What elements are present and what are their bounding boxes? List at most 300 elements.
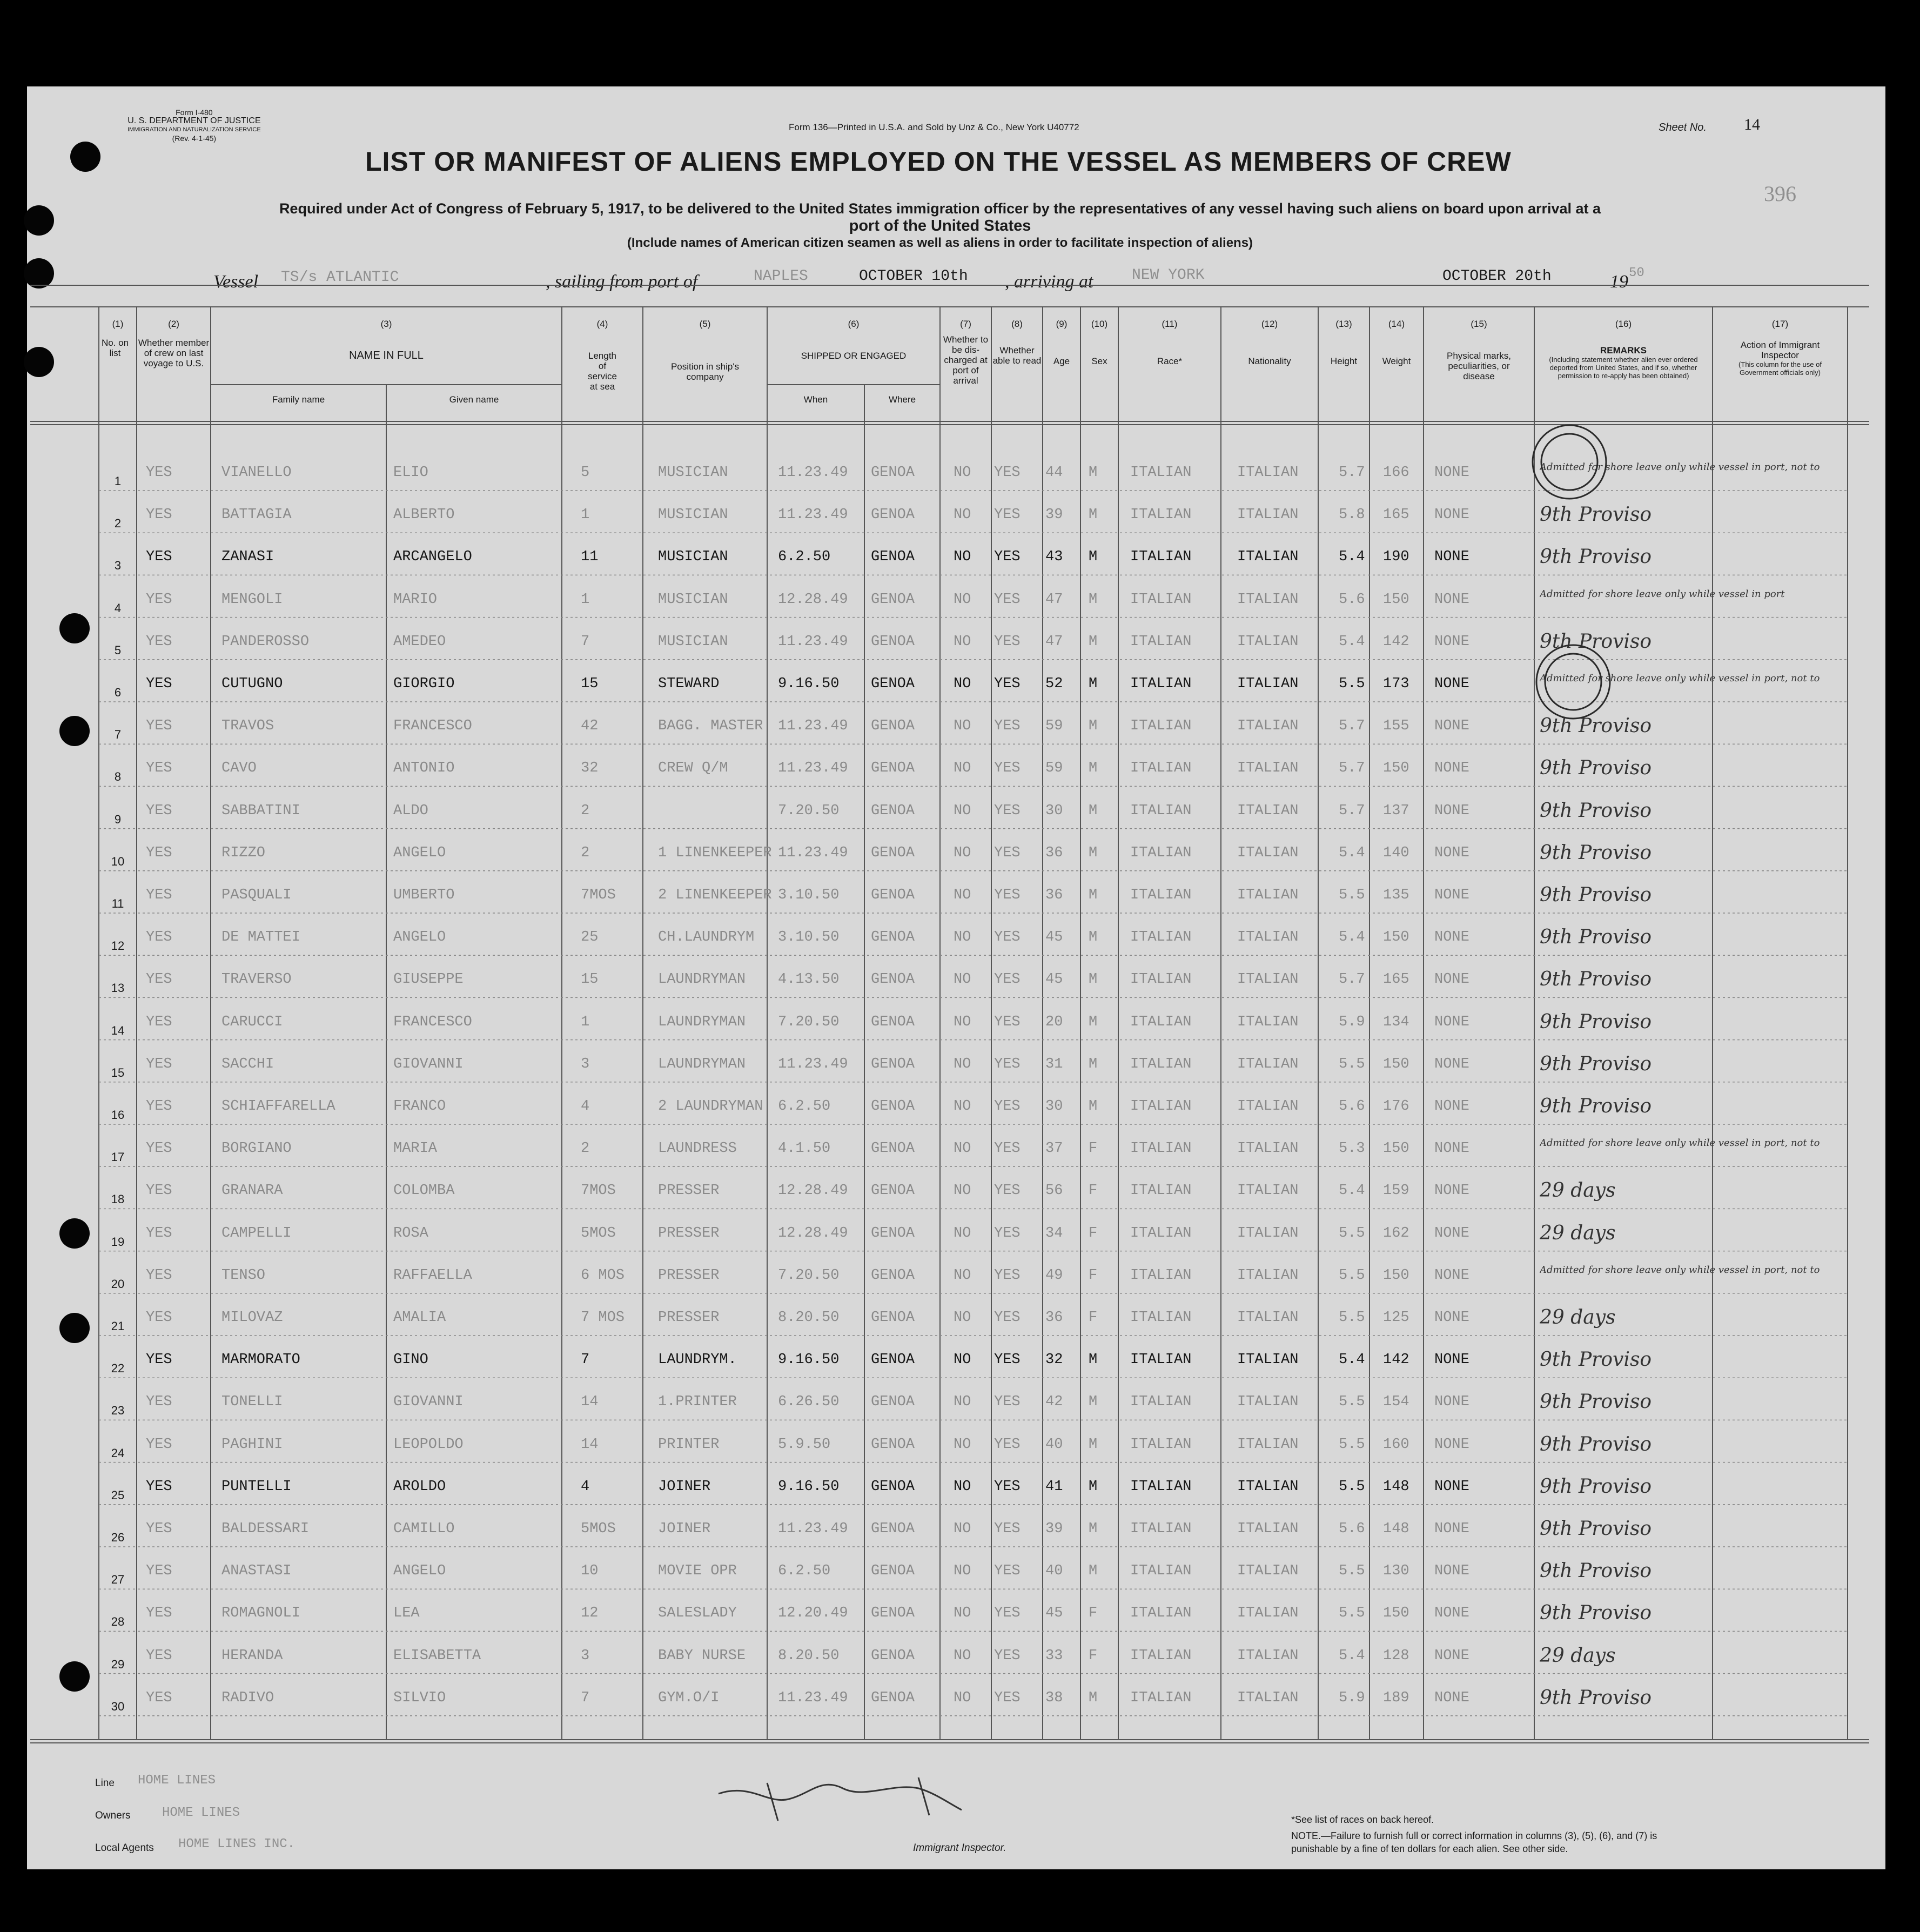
read-cell: YES — [994, 1141, 1021, 1157]
race-cell: ITALIAN — [1130, 1563, 1192, 1580]
height-cell: 5.7 — [1339, 465, 1365, 481]
age-cell: 36 — [1045, 1310, 1063, 1326]
age-cell: 33 — [1045, 1647, 1063, 1664]
position-cell: CH.LAUNDRYM — [658, 929, 755, 946]
nationality-cell: ITALIAN — [1237, 1310, 1299, 1326]
remark-cell: Admitted for shore leave only while vessel in port, not to — [1540, 1137, 1820, 1149]
position-cell: GYM.O/I — [658, 1689, 720, 1706]
discharge-cell: NO — [954, 549, 971, 566]
height-cell: 5.5 — [1339, 1478, 1365, 1495]
given-name-cell: ELISABETTA — [393, 1647, 481, 1664]
when-cell: 11.23.49 — [778, 760, 848, 777]
given-name-cell: LEOPOLDO — [393, 1436, 464, 1453]
age-cell: 36 — [1045, 844, 1063, 861]
age-cell: 34 — [1045, 1225, 1063, 1242]
given-name-cell: ELIO — [393, 465, 428, 481]
where-cell: GENOA — [871, 1647, 915, 1664]
crew-cell: YES — [146, 1014, 172, 1030]
remark-cell: 9th Proviso — [1540, 926, 1652, 949]
sheet-label: Sheet No. — [1659, 122, 1707, 133]
position-cell: MUSICIAN — [658, 465, 728, 481]
given-name-cell: LEA — [393, 1605, 420, 1622]
weight-cell: 176 — [1383, 1098, 1409, 1115]
remark-cell: 9th Proviso — [1540, 715, 1652, 737]
when-cell: 3.10.50 — [778, 887, 840, 903]
page-title: LIST OR MANIFEST OF ALIENS EMPLOYED ON THE VESSEL AS MEMBERS OF CREW — [365, 146, 1512, 177]
where-cell: GENOA — [871, 1183, 915, 1199]
port-to: NEW YORK — [1132, 267, 1205, 284]
race-cell: ITALIAN — [1130, 1352, 1192, 1369]
where-cell: GENOA — [871, 1521, 915, 1537]
weight-cell: 134 — [1383, 1014, 1409, 1030]
height-cell: 5.4 — [1339, 633, 1365, 650]
race-cell: ITALIAN — [1130, 633, 1192, 650]
length-cell: 1 — [581, 591, 590, 608]
given-name-cell: ANGELO — [393, 929, 446, 946]
read-cell: YES — [994, 802, 1021, 819]
penalty-note: NOTE.—Failure to furnish full or correct information in columns (3), (5), (6), and (7) is punishable by a fine of ten dollars for each alien. See other side. — [1291, 1830, 1657, 1854]
age-cell: 39 — [1045, 507, 1063, 524]
remark-cell: 9th Proviso — [1540, 799, 1652, 822]
discharge-cell: NO — [954, 465, 971, 481]
age-cell: 41 — [1045, 1478, 1063, 1495]
position-cell: 1 LINENKEEPER — [658, 844, 772, 861]
row-number: 19 — [111, 1235, 125, 1249]
position-cell: PRESSER — [658, 1183, 720, 1199]
crew-cell: YES — [146, 929, 172, 946]
race-cell: ITALIAN — [1130, 507, 1192, 524]
age-cell: 44 — [1045, 465, 1063, 481]
race-cell: ITALIAN — [1130, 1141, 1192, 1157]
length-cell: 4 — [581, 1098, 590, 1115]
discharge-cell: NO — [954, 760, 971, 777]
marks-cell: NONE — [1434, 1352, 1469, 1369]
weight-cell: 162 — [1383, 1225, 1409, 1242]
nationality-cell: ITALIAN — [1237, 1478, 1299, 1495]
remark-cell: 29 days — [1540, 1306, 1616, 1329]
nationality-cell: ITALIAN — [1237, 633, 1299, 650]
remark-cell: 29 days — [1540, 1644, 1616, 1667]
read-cell: YES — [994, 760, 1021, 777]
marks-cell: NONE — [1434, 1141, 1469, 1157]
discharge-cell: NO — [954, 1478, 971, 1495]
discharge-cell: NO — [954, 676, 971, 692]
weight-cell: 190 — [1383, 549, 1409, 566]
marks-cell: NONE — [1434, 507, 1469, 524]
marks-cell: NONE — [1434, 1563, 1469, 1580]
marks-cell: NONE — [1434, 1394, 1469, 1411]
col-remarks-header: (16) REMARKS (Including statement whether alien ever ordered deported from United States, and if so, whether permission to re-apply has been obtained) — [1549, 319, 1698, 380]
position-cell: BABY NURSE — [658, 1647, 746, 1664]
length-cell: 7MOS — [581, 1183, 616, 1199]
height-cell: 5.5 — [1339, 887, 1365, 903]
family-name-cell: SABBATINI — [221, 802, 300, 819]
height-cell: 5.7 — [1339, 802, 1365, 819]
length-cell: 3 — [581, 1647, 590, 1664]
row-number: 26 — [111, 1531, 125, 1544]
read-cell: YES — [994, 465, 1021, 481]
weight-cell: 160 — [1383, 1436, 1409, 1453]
height-cell: 5.5 — [1339, 1056, 1365, 1072]
printer-line: Form 136—Printed in U.S.A. and Sold by Unz & Co., New York U40772 — [789, 122, 1079, 132]
where-cell: GENOA — [871, 760, 915, 777]
race-cell: ITALIAN — [1130, 1183, 1192, 1199]
crew-cell: YES — [146, 1605, 172, 1622]
discharge-cell: NO — [954, 802, 971, 819]
length-cell: 5MOS — [581, 1225, 616, 1242]
age-cell: 40 — [1045, 1563, 1063, 1580]
race-cell: ITALIAN — [1130, 1394, 1192, 1411]
vessel-name: TS/s ATLANTIC — [281, 269, 399, 286]
row-number: 2 — [114, 516, 122, 531]
sex-cell: M — [1089, 1098, 1098, 1115]
height-cell: 5.7 — [1339, 971, 1365, 988]
row-number: 30 — [111, 1699, 125, 1713]
discharge-cell: NO — [954, 1310, 971, 1326]
given-name-header: Given name — [449, 394, 499, 405]
discharge-cell: NO — [954, 971, 971, 988]
race-cell: ITALIAN — [1130, 1014, 1192, 1030]
marks-cell: NONE — [1434, 633, 1469, 650]
when-header: When — [803, 394, 828, 405]
length-cell: 25 — [581, 929, 599, 946]
crew-cell: YES — [146, 1352, 172, 1369]
row-number: 15 — [111, 1065, 125, 1079]
position-cell: 2 LAUNDRYMAN — [658, 1098, 763, 1115]
height-cell: 5.5 — [1339, 1310, 1365, 1326]
remark-cell: 9th Proviso — [1540, 841, 1652, 864]
when-cell: 7.20.50 — [778, 802, 840, 819]
position-cell: MUSICIAN — [658, 633, 728, 650]
discharge-cell: NO — [954, 929, 971, 946]
sex-cell: M — [1089, 1056, 1098, 1072]
height-cell: 5.4 — [1339, 1183, 1365, 1199]
age-cell: 39 — [1045, 1521, 1063, 1537]
where-cell: GENOA — [871, 1605, 915, 1622]
given-name-cell: UMBERTO — [393, 887, 455, 903]
age-cell: 59 — [1045, 718, 1063, 735]
length-cell: 42 — [581, 718, 599, 735]
nationality-cell: ITALIAN — [1237, 1605, 1299, 1622]
row-number: 23 — [111, 1404, 125, 1418]
crew-cell: YES — [146, 1436, 172, 1453]
weight-cell: 189 — [1383, 1689, 1409, 1706]
col-action-header: (17) Action of Immigrant Inspector (This column for the use of Government officials only) — [1738, 319, 1822, 377]
nationality-cell: ITALIAN — [1237, 1436, 1299, 1453]
position-cell: STEWARD — [658, 676, 720, 692]
crew-cell: YES — [146, 760, 172, 777]
where-cell: GENOA — [871, 1056, 915, 1072]
where-cell: GENOA — [871, 1394, 915, 1411]
marks-cell: NONE — [1434, 1310, 1469, 1326]
family-name-cell: CARUCCI — [221, 1014, 283, 1030]
where-cell: GENOA — [871, 1563, 915, 1580]
remark-cell: Admitted for shore leave only while vessel in port — [1540, 588, 1785, 600]
remark-cell: Admitted for shore leave only while vessel in port, not to — [1540, 461, 1820, 473]
weight-cell: 130 — [1383, 1563, 1409, 1580]
row-number: 27 — [111, 1573, 125, 1587]
when-cell: 11.23.49 — [778, 1689, 848, 1706]
row-number: 5 — [114, 643, 122, 657]
sex-cell: M — [1089, 1436, 1098, 1453]
port-from: NAPLES — [754, 268, 808, 285]
col-sex-header: (10) Sex — [1091, 319, 1108, 366]
age-cell: 36 — [1045, 887, 1063, 903]
row-number: 20 — [111, 1277, 125, 1291]
age-cell: 43 — [1045, 549, 1063, 566]
read-cell: YES — [994, 633, 1021, 650]
discharge-cell: NO — [954, 1098, 971, 1115]
weight-cell: 128 — [1383, 1647, 1409, 1664]
marks-cell: NONE — [1434, 465, 1469, 481]
col-weight-header: (14) Weight — [1382, 319, 1411, 366]
discharge-cell: NO — [954, 1352, 971, 1369]
row-number: 21 — [111, 1319, 125, 1333]
read-cell: YES — [994, 591, 1021, 608]
sex-cell: M — [1089, 929, 1098, 946]
given-name-cell: ALBERTO — [393, 507, 455, 524]
height-cell: 5.6 — [1339, 1098, 1365, 1115]
where-cell: GENOA — [871, 549, 915, 566]
date-from: OCTOBER 10th — [859, 268, 968, 285]
position-cell: CREW Q/M — [658, 760, 728, 777]
age-cell: 32 — [1045, 1352, 1063, 1369]
sex-cell: F — [1089, 1141, 1098, 1157]
race-cell: ITALIAN — [1130, 971, 1192, 988]
when-cell: 4.1.50 — [778, 1141, 831, 1157]
marks-cell: NONE — [1434, 676, 1469, 692]
read-cell: YES — [994, 971, 1021, 988]
row-number: 10 — [111, 854, 125, 868]
read-cell: YES — [994, 507, 1021, 524]
given-name-cell: ROSA — [393, 1225, 428, 1242]
given-name-cell: AMALIA — [393, 1310, 446, 1326]
race-cell: ITALIAN — [1130, 1478, 1192, 1495]
length-cell: 32 — [581, 760, 599, 777]
row-number: 9 — [114, 812, 122, 826]
when-cell: 11.23.49 — [778, 718, 848, 735]
remark-cell: 9th Proviso — [1540, 1433, 1652, 1455]
height-cell: 5.5 — [1339, 1436, 1365, 1453]
where-cell: GENOA — [871, 1225, 915, 1242]
nationality-cell: ITALIAN — [1237, 1352, 1299, 1369]
sex-cell: F — [1089, 1310, 1098, 1326]
line-label: Line — [95, 1777, 115, 1789]
department: U. S. DEPARTMENT OF JUSTICE — [127, 116, 261, 125]
crew-cell: YES — [146, 1310, 172, 1326]
height-cell: 5.9 — [1339, 1014, 1365, 1030]
given-name-cell: FRANCESCO — [393, 1014, 472, 1030]
service: IMMIGRATION AND NATURALIZATION SERVICE — [127, 126, 261, 133]
when-cell: 7.20.50 — [778, 1267, 840, 1284]
family-name-cell: SCHIAFFARELLA — [221, 1098, 335, 1115]
position-cell: JOINER — [658, 1521, 711, 1537]
when-cell: 11.23.49 — [778, 507, 848, 524]
row-number: 6 — [114, 686, 122, 699]
nationality-cell: ITALIAN — [1237, 1689, 1299, 1706]
where-cell: GENOA — [871, 718, 915, 735]
crew-cell: YES — [146, 1056, 172, 1072]
crew-cell: YES — [146, 1563, 172, 1580]
remark-cell: 9th Proviso — [1540, 1602, 1652, 1625]
sex-cell: M — [1089, 507, 1098, 524]
marks-cell: NONE — [1434, 844, 1469, 861]
marks-cell: NONE — [1434, 1689, 1469, 1706]
where-cell: GENOA — [871, 971, 915, 988]
where-cell: GENOA — [871, 633, 915, 650]
family-name-cell: BALDESSARI — [221, 1521, 310, 1537]
height-cell: 5.5 — [1339, 1605, 1365, 1622]
weight-cell: 125 — [1383, 1310, 1409, 1326]
family-name-cell: TRAVOS — [221, 718, 274, 735]
marks-cell: NONE — [1434, 760, 1469, 777]
given-name-cell: SILVIO — [393, 1689, 446, 1706]
position-cell: LAUNDRYM. — [658, 1352, 737, 1369]
nationality-cell: ITALIAN — [1237, 1521, 1299, 1537]
discharge-cell: NO — [954, 1394, 971, 1411]
when-cell: 6.2.50 — [778, 549, 831, 566]
remark-cell: 9th Proviso — [1540, 1391, 1652, 1413]
when-cell: 9.16.50 — [778, 1352, 840, 1369]
where-cell: GENOA — [871, 1689, 915, 1706]
race-cell: ITALIAN — [1130, 1267, 1192, 1284]
age-cell: 37 — [1045, 1141, 1063, 1157]
marks-cell: NONE — [1434, 1605, 1469, 1622]
given-name-cell: FRANCESCO — [393, 718, 472, 735]
age-cell: 20 — [1045, 1014, 1063, 1030]
discharge-cell: NO — [954, 1183, 971, 1199]
race-cell: ITALIAN — [1130, 887, 1192, 903]
family-name-header: Family name — [272, 394, 325, 405]
given-name-cell: ANGELO — [393, 844, 446, 861]
position-cell: PRESSER — [658, 1310, 720, 1326]
requirement-line-1: Required under Act of Congress of February 5, 1917, to be delivered to the United States immigration officer by the representatives of any vessel having such aliens on board upon arrival at a — [279, 200, 1601, 217]
row-number: 24 — [111, 1446, 125, 1460]
age-cell: 38 — [1045, 1689, 1063, 1706]
discharge-cell: NO — [954, 1225, 971, 1242]
length-cell: 11 — [581, 549, 599, 566]
remark-cell: 9th Proviso — [1540, 546, 1652, 568]
remark-cell: 9th Proviso — [1540, 757, 1652, 780]
weight-cell: 135 — [1383, 887, 1409, 903]
read-cell: YES — [994, 887, 1021, 903]
when-cell: 11.23.49 — [778, 844, 848, 861]
remark-cell: 9th Proviso — [1540, 1518, 1652, 1540]
where-cell: GENOA — [871, 591, 915, 608]
given-name-cell: GIORGIO — [393, 676, 455, 692]
position-cell: LAUNDRYMAN — [658, 1014, 746, 1030]
given-name-cell: CAMILLO — [393, 1521, 455, 1537]
read-cell: YES — [994, 1478, 1021, 1495]
discharge-cell: NO — [954, 1605, 971, 1622]
race-cell: ITALIAN — [1130, 1689, 1192, 1706]
crew-cell: YES — [146, 802, 172, 819]
nationality-cell: ITALIAN — [1237, 1098, 1299, 1115]
family-name-cell: SACCHI — [221, 1056, 274, 1072]
discharge-cell: NO — [954, 844, 971, 861]
family-name-cell: CUTUGNO — [221, 676, 283, 692]
length-cell: 7 MOS — [581, 1310, 625, 1326]
marks-cell: NONE — [1434, 1098, 1469, 1115]
row-number: 7 — [114, 728, 122, 742]
crew-cell: YES — [146, 549, 172, 566]
height-cell: 5.5 — [1339, 1563, 1365, 1580]
crew-cell: YES — [146, 1521, 172, 1537]
nationality-cell: ITALIAN — [1237, 802, 1299, 819]
position-cell: MUSICIAN — [658, 549, 728, 566]
where-cell: GENOA — [871, 929, 915, 946]
when-cell: 12.28.49 — [778, 1225, 848, 1242]
given-name-cell: ANTONIO — [393, 760, 455, 777]
row-number: 13 — [111, 981, 125, 995]
race-cell: ITALIAN — [1130, 844, 1192, 861]
sex-cell: M — [1089, 1478, 1098, 1495]
family-name-cell: MILOVAZ — [221, 1310, 283, 1326]
crew-cell: YES — [146, 676, 172, 692]
crew-cell: YES — [146, 718, 172, 735]
given-name-cell: COLOMBA — [393, 1183, 455, 1199]
nationality-cell: ITALIAN — [1237, 760, 1299, 777]
position-cell: SALESLADY — [658, 1605, 737, 1622]
crew-cell: YES — [146, 1689, 172, 1706]
col-age-header: (9) Age — [1053, 319, 1070, 366]
when-cell: 12.20.49 — [778, 1605, 848, 1622]
age-cell: 42 — [1045, 1394, 1063, 1411]
nationality-cell: ITALIAN — [1237, 507, 1299, 524]
requirement-line-2: port of the United States — [849, 217, 1031, 234]
remark-cell: 9th Proviso — [1540, 968, 1652, 991]
row-number: 4 — [114, 601, 122, 615]
row-number: 14 — [111, 1023, 125, 1037]
row-number: 12 — [111, 939, 125, 953]
discharge-cell: NO — [954, 1647, 971, 1664]
age-cell: 40 — [1045, 1436, 1063, 1453]
weight-cell: 173 — [1383, 676, 1409, 692]
nationality-cell: ITALIAN — [1237, 1014, 1299, 1030]
remark-cell: 9th Proviso — [1540, 1686, 1652, 1709]
marks-cell: NONE — [1434, 591, 1469, 608]
col-position-header: (5) Position in ship's company — [670, 319, 740, 382]
read-cell: YES — [994, 1521, 1021, 1537]
length-cell: 2 — [581, 1141, 590, 1157]
when-cell: 11.23.49 — [778, 633, 848, 650]
row-number: 16 — [111, 1108, 125, 1122]
form-id: Form I-480 — [176, 108, 213, 117]
when-cell: 11.23.49 — [778, 1521, 848, 1537]
marks-cell: NONE — [1434, 1521, 1469, 1537]
weight-cell: 150 — [1383, 760, 1409, 777]
sex-cell: M — [1089, 1689, 1098, 1706]
stamp-number: 396 — [1764, 182, 1796, 206]
read-cell: YES — [994, 1225, 1021, 1242]
sex-cell: M — [1089, 1352, 1098, 1369]
read-cell: YES — [994, 1436, 1021, 1453]
age-cell: 45 — [1045, 971, 1063, 988]
arriving-label: , arriving at — [1005, 272, 1093, 292]
marks-cell: NONE — [1434, 1267, 1469, 1284]
where-cell: GENOA — [871, 844, 915, 861]
position-cell: MOVIE OPR — [658, 1563, 737, 1580]
sailing-label: , sailing from port of — [546, 272, 698, 292]
read-cell: YES — [994, 718, 1021, 735]
sex-cell: M — [1089, 1521, 1098, 1537]
nationality-cell: ITALIAN — [1237, 1183, 1299, 1199]
remark-cell: 9th Proviso — [1540, 630, 1652, 653]
marks-cell: NONE — [1434, 1225, 1469, 1242]
read-cell: YES — [994, 1014, 1021, 1030]
length-cell: 3 — [581, 1056, 590, 1072]
where-cell: GENOA — [871, 1267, 915, 1284]
